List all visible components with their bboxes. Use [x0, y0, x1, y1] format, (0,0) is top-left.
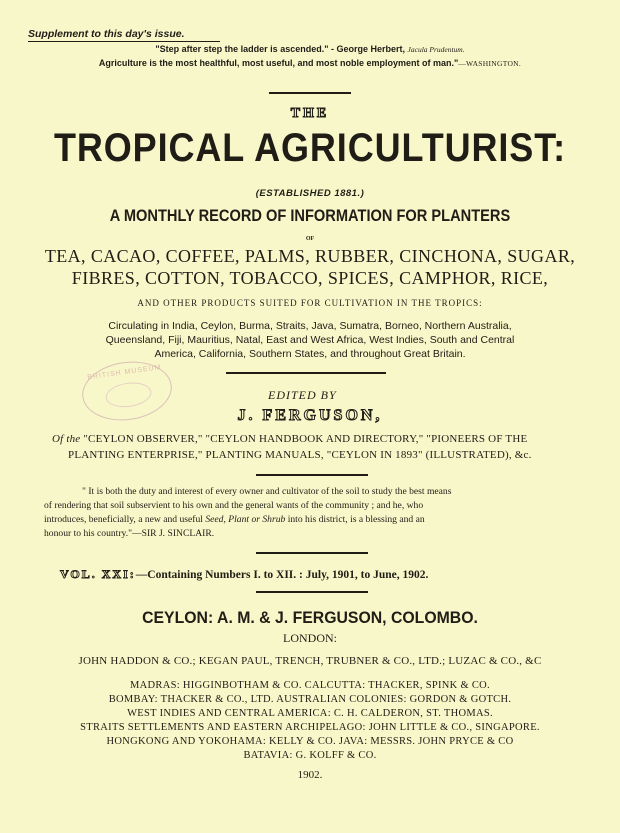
divider-rule — [256, 474, 368, 476]
subtitle: A MONTHLY RECORD OF INFORMATION FOR PLANTERS — [109, 206, 511, 225]
motto-emphasis: Seed, Plant or Shrub — [205, 514, 286, 525]
circulation-line-2: Queensland, Fiji, Mauritius, Natal, East and West Africa, West Indies, South and Central — [105, 334, 515, 346]
london-label: LONDON: — [283, 631, 337, 645]
agent-line-5: HONGKONG AND YOKOHAMA: KELLY & CO. JAVA: MESSRS. JOHN PRYCE & CO — [106, 736, 514, 747]
supplement-label: Supplement to this day's issue. — [28, 28, 220, 42]
herbert-author: George Herbert, — [336, 44, 406, 54]
agent-line-2: BOMBAY: THACKER & CO., LTD. AUSTRALIAN COLONIES: GORDON & GOTCH. — [108, 694, 512, 705]
motto-line-3: introduces, beneficially, a new and useful Seed, Plant or Shrub into his district, is a blessing and an — [44, 514, 425, 525]
page-title: TROPICAL AGRICULTURIST: — [53, 126, 567, 170]
agent-line-3: WEST INDIES AND CENTRAL AMERICA: C. H. CALDERON, ST. THOMAS. — [127, 708, 493, 719]
divider-rule — [269, 92, 351, 94]
herbert-quote: "Step after step the ladder is ascended." - George Herbert, Jacula Prudentum. — [155, 44, 465, 54]
divider-rule — [256, 552, 368, 554]
publisher-line: CEYLON: A. M. & J. FERGUSON, COLOMBO. — [142, 608, 478, 627]
washington-author: —WASHINGTON. — [458, 59, 522, 68]
edited-by: EDITED BY — [268, 388, 337, 402]
divider-rule — [256, 591, 368, 593]
agent-line-4: STRAITS SETTLEMENTS AND EASTERN ARCHIPELAGO: JOHN LITTLE & CO., SINGAPORE. — [80, 722, 540, 733]
washington-quote — [0, 58, 620, 68]
publication-year: 1902. — [297, 769, 323, 781]
motto-line-1: " It is both the duty and interest of every owner and cultivator of the soil to study the best means — [82, 486, 452, 497]
agent-line-1: MADRAS: HIGGINBOTHAM & CO. CALCUTTA: THACKER, SPINK & CO. — [130, 680, 490, 691]
stamp-text: BRITISH MUSEUM — [86, 364, 162, 382]
herbert-quote-text: "Step after step the ladder is ascended." — [155, 44, 329, 54]
london-publishers: JOHN HADDON & CO.; KEGAN PAUL, TRENCH, TRUBNER & CO., LTD.; LUZAC & CO., &C — [78, 655, 542, 667]
motto-line-2: of rendering that soil subservient to his own and the general wants of the community ; and he, who — [44, 500, 424, 511]
motto-line-4: honour to his country."—SIR J. SINCLAIR. — [44, 528, 215, 539]
products-line: AND OTHER PRODUCTS SUITED FOR CULTIVATION IN THE TROPICS: — [137, 298, 483, 308]
circulation-line-1: Circulating in India, Ceylon, Burma, Straits, Java, Sumatra, Borneo, Northern Australia, — [108, 320, 512, 332]
herbert-source: Jacula Prudentum. — [407, 45, 465, 54]
established-note: (ESTABLISHED 1881.) — [255, 188, 365, 199]
crops-line-2: FIBRES, COTTON, TOBACCO, SPICES, CAMPHOR, RICE, — [71, 268, 549, 288]
editor-affiliation-line-1: Of the "CEYLON OBSERVER," "CEYLON HANDBOOK AND DIRECTORY," "PIONEERS OF THE — [52, 433, 528, 445]
washington-quote-text: Agriculture is the most healthful, most useful, and most noble employment of man." — [98, 58, 459, 68]
editor-name: J. FERGUSON, — [237, 407, 383, 424]
stamp-inner-ring — [104, 380, 153, 410]
agent-line-6: BATAVIA: G. KOLFF & CO. — [243, 750, 377, 761]
volume-range: —Containing Numbers I. to XII. : July, 1901, to June, 1902. — [135, 569, 429, 581]
circulation-line-3: America, California, Southern States, and throughout Great Britain. — [154, 348, 466, 360]
volume-line — [60, 567, 428, 582]
divider-rule — [226, 372, 386, 374]
of-word: OF — [305, 236, 315, 242]
volume-number: VOL. XXI: — [60, 567, 136, 581]
editor-affiliation-prefix: Of the — [52, 433, 81, 445]
editor-affiliation-line-2: PLANTING ENTERPRISE," PLANTING MANUALS, "CEYLON IN 1893" (ILLUSTRATED), &c. — [68, 449, 532, 461]
title-article: THE — [290, 106, 330, 121]
crops-line-1: TEA, CACAO, COFFEE, PALMS, RUBBER, CINCHONA, SUGAR, — [44, 246, 576, 266]
